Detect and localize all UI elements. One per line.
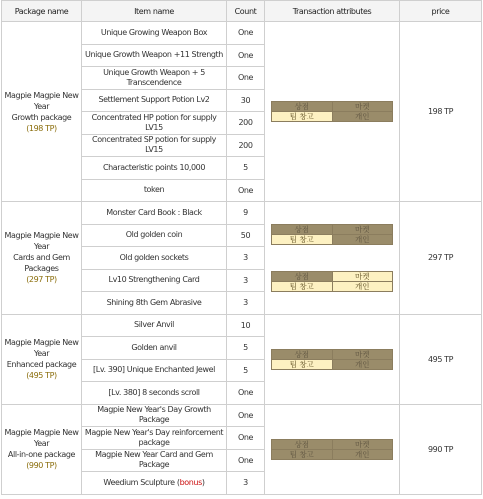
- attr-market-badge: 마켓: [332, 224, 393, 234]
- item-name: Unique Growth Weapon +11 Strength: [82, 44, 227, 67]
- item-name: Unique Growing Weapon Box: [82, 22, 227, 45]
- header-transaction-attributes: Transaction attributes: [265, 1, 400, 22]
- item-count: 3: [227, 247, 265, 270]
- item-name: Magpie New Year Card and Gem Package: [82, 449, 227, 472]
- item-name: Old golden coin: [82, 224, 227, 247]
- package-name-growth: Magpie Magpie New Year Growth package (198 TP): [2, 22, 82, 202]
- package-name-all-in-one: Magpie Magpie New Year All-in-one package (990 TP): [2, 404, 82, 494]
- header-row: [2, 1, 482, 22]
- item-count: 9: [227, 202, 265, 225]
- package-price-text: (198 TP): [26, 123, 57, 133]
- item-count: 5: [227, 157, 265, 180]
- item-count: 30: [227, 89, 265, 112]
- attr-market-badge: 마켓: [332, 102, 393, 112]
- attr-team-storage-badge: 팀 창고: [272, 359, 333, 369]
- attr-personal-badge: 개인: [332, 449, 393, 459]
- attr-personal-badge: 개인: [332, 359, 393, 369]
- table-row: [2, 314, 482, 337]
- attr-market-badge: 마켓: [332, 271, 393, 281]
- attr-team-storage-badge: 팀 창고: [272, 234, 333, 244]
- item-name: Concentrated HP potion for supply LV15: [82, 112, 227, 135]
- item-count: 200: [227, 112, 265, 135]
- header-price: price: [400, 1, 482, 22]
- attr-shop-badge: 상점: [272, 102, 333, 112]
- transaction-attributes-cards-gem: [265, 202, 400, 315]
- package-price-text: (495 TP): [26, 371, 57, 380]
- attr-grid: [271, 271, 393, 292]
- bonus-label: bonus: [179, 477, 202, 487]
- item-count: 10: [227, 314, 265, 337]
- item-count: 50: [227, 224, 265, 247]
- item-name: Monster Card Book : Black: [82, 202, 227, 225]
- attr-market-badge: 마켓: [332, 439, 393, 449]
- item-count: One: [227, 449, 265, 472]
- attr-shop-badge: 상점: [272, 224, 333, 234]
- attr-shop-badge: 상점: [272, 349, 333, 359]
- attr-personal-badge: 개인: [332, 234, 393, 244]
- transaction-attributes-enhanced: [265, 314, 400, 404]
- item-count: 5: [227, 337, 265, 360]
- item-name: token: [82, 179, 227, 202]
- item-name: Lv10 Strengthening Card: [82, 269, 227, 292]
- attr-personal-badge: 개인: [332, 112, 393, 122]
- price-growth: 198 TP: [400, 22, 482, 202]
- item-count: 3: [227, 472, 265, 495]
- header-package-name: Package name: [2, 1, 82, 22]
- package-price-text: (990 TP): [26, 461, 57, 470]
- table-row: [2, 404, 482, 427]
- table-row: [2, 22, 482, 45]
- item-count: One: [227, 382, 265, 405]
- attr-market-badge: 마켓: [332, 349, 393, 359]
- attr-personal-badge: 개인: [332, 281, 393, 291]
- item-name: Shining 8th Gem Abrasive: [82, 292, 227, 315]
- price-enhanced: 495 TP: [400, 314, 482, 404]
- item-name: [Lv. 380] 8 seconds scroll: [82, 382, 227, 405]
- item-count: One: [227, 427, 265, 450]
- attr-shop-badge: 상점: [272, 271, 333, 281]
- item-name: Silver Anvil: [82, 314, 227, 337]
- item-name: Golden anvil: [82, 337, 227, 360]
- item-name: Old golden sockets: [82, 247, 227, 270]
- table-row: [2, 202, 482, 225]
- item-name: Weedium Sculpture (bonus): [82, 472, 227, 495]
- item-count: One: [227, 404, 265, 427]
- attr-team-storage-badge: 팀 창고: [272, 449, 333, 459]
- attr-grid: [271, 439, 393, 460]
- package-name-cards-gem: Magpie Magpie New Year Cards and Gem Packages (297 TP): [2, 202, 82, 315]
- package-table: [1, 0, 482, 495]
- item-count: 3: [227, 269, 265, 292]
- item-count: 3: [227, 292, 265, 315]
- attr-grid: [271, 101, 393, 122]
- item-name: Characteristic points 10,000: [82, 157, 227, 180]
- item-name: Magpie New Year's Day reinforcement package: [82, 427, 227, 450]
- package-name-enhanced: Magpie Magpie New Year Enhanced package (495 TP): [2, 314, 82, 404]
- item-name: Settlement Support Potion Lv2: [82, 89, 227, 112]
- item-name: Concentrated SP potion for supply LV15: [82, 134, 227, 157]
- item-count: One: [227, 44, 265, 67]
- price-all-in-one: 990 TP: [400, 404, 482, 494]
- price-cards-gem: 297 TP: [400, 202, 482, 315]
- item-count: One: [227, 22, 265, 45]
- attr-grid: [271, 224, 393, 245]
- header-item-name: Item name: [82, 1, 227, 22]
- attr-grid: [271, 349, 393, 370]
- header-count: Count: [227, 1, 265, 22]
- item-count: 200: [227, 134, 265, 157]
- item-name: [Lv. 390] Unique Enchanted Jewel: [82, 359, 227, 382]
- item-count: One: [227, 179, 265, 202]
- item-count: One: [227, 67, 265, 90]
- item-name: Magpie New Year's Day Growth Package: [82, 404, 227, 427]
- attr-team-storage-badge: 팀 창고: [272, 281, 333, 291]
- attr-team-storage-badge: 팀 창고: [272, 112, 333, 122]
- transaction-attributes-growth: [265, 22, 400, 202]
- transaction-attributes-all-in-one: [265, 404, 400, 494]
- item-count: 5: [227, 359, 265, 382]
- attr-shop-badge: 상점: [272, 439, 333, 449]
- package-price-text: (297 TP): [26, 275, 57, 285]
- item-name: Unique Growth Weapon + 5 Transcendence: [82, 67, 227, 90]
